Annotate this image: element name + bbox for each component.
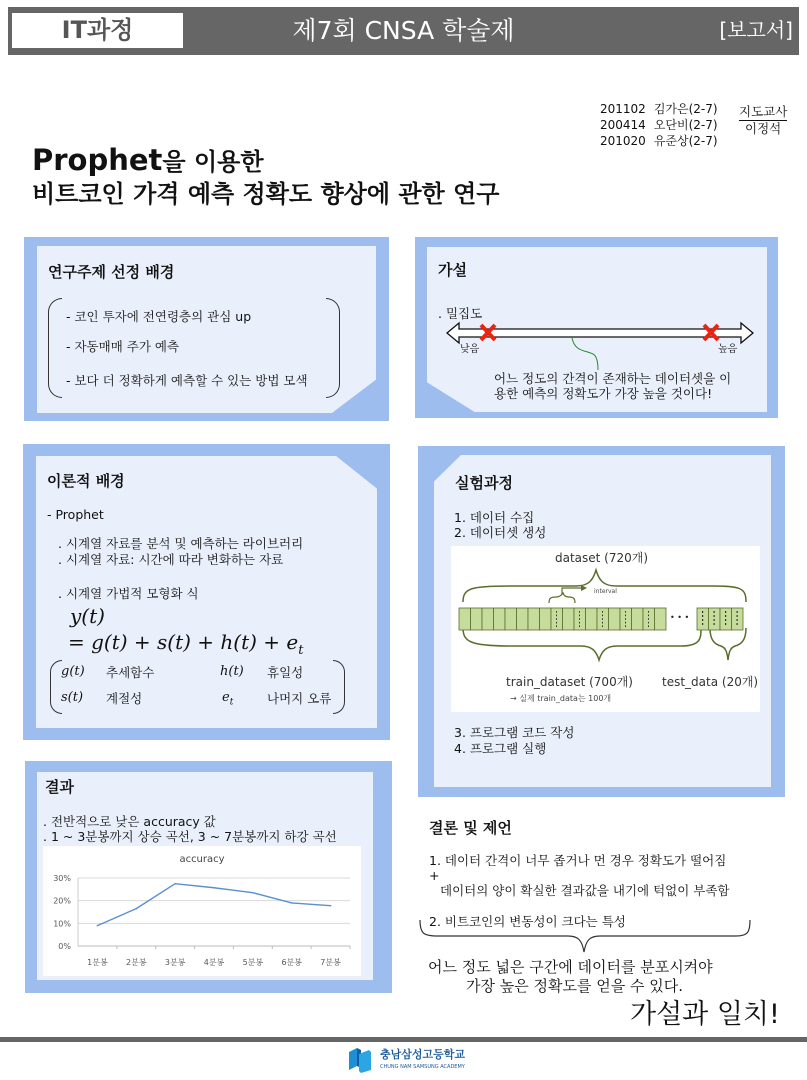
- conclusion-final: 가장 높은 정확도를 얻을 수 있다.: [466, 977, 683, 995]
- x-tick-label: 7분봉: [320, 958, 341, 967]
- cell-mark: [648, 611, 649, 613]
- cell-mark: [556, 611, 557, 613]
- step: 1. 데이터 수집: [454, 510, 535, 525]
- advisor: 지도교사 이정석: [739, 104, 788, 136]
- category-label: IT과정: [12, 13, 183, 48]
- authors: [600, 101, 718, 149]
- conclusion-point: 2. 비트코인의 변동성이 크다는 특성: [429, 914, 626, 929]
- school-name-en: CHUNG NAM SAMSUNG ACADEMY: [380, 1064, 465, 1070]
- cell-mark: [725, 615, 726, 617]
- school-name: 충남삼성고등학교: [380, 1048, 466, 1061]
- cell-mark: [602, 622, 603, 624]
- term-desc: 나머지 오류: [267, 691, 332, 706]
- cell-mark: [556, 625, 557, 627]
- conclusion-heading: 결론 및 제언: [429, 819, 512, 837]
- conclusion-final: 어느 정도 넓은 구간에 데이터를 분포시켜야: [428, 958, 713, 976]
- author: 200414 오단비(2-7): [600, 118, 718, 132]
- background-item: - 코인 투자에 전연령층의 관심 up: [66, 309, 252, 324]
- train-cell: [494, 608, 506, 630]
- cell-mark: [714, 615, 715, 617]
- cell-mark: [714, 611, 715, 613]
- cell-mark: [725, 619, 726, 621]
- train-note: → 실제 train_data는 100개: [510, 694, 612, 703]
- term-symbol: h(t): [220, 664, 244, 679]
- conclusion-plus: +: [429, 868, 440, 883]
- x-tick-label: 4분봉: [203, 958, 225, 967]
- conclusion-brace: [418, 918, 753, 958]
- chart-title: accuracy: [179, 854, 225, 865]
- hypothesis-heading: 가설: [438, 261, 467, 279]
- theory-desc: . 시계열 자료: 시간에 따라 변화하는 자료: [58, 552, 284, 567]
- experiment-heading: 실험과정: [455, 474, 513, 492]
- dataset-label: dataset (720개): [555, 551, 649, 565]
- cell-mark: [579, 611, 580, 613]
- formula-label: . 시계열 가법적 모형화 식: [58, 586, 199, 601]
- theory-desc: . 시계열 자료를 분석 및 예측하는 라이브러리: [58, 536, 304, 551]
- dataset-diagram: [451, 546, 760, 712]
- conclusion-point: 1. 데이터 간격이 너무 좁거나 먼 경우 정확도가 떨어짐: [429, 853, 727, 868]
- cell-mark: [602, 618, 603, 620]
- cell-mark: [625, 622, 626, 624]
- train-label: train_dataset (700개): [506, 675, 633, 689]
- y-tick-label: 30%: [53, 874, 71, 883]
- cell-mark: [648, 622, 649, 624]
- background-heading: 연구주제 선정 배경: [48, 263, 175, 281]
- cell-mark: [602, 625, 603, 627]
- cell-mark: [556, 618, 557, 620]
- cell-mark: [702, 611, 703, 613]
- school-logo-icon: [347, 1046, 373, 1074]
- results-line: . 1 ~ 3분봉까지 상승 곡선, 3 ~ 7분봉까지 하강 곡선: [43, 829, 337, 844]
- train-cell: [505, 608, 517, 630]
- train-cell: [540, 608, 552, 630]
- x-tick-label: 3분봉: [164, 958, 186, 967]
- step: 2. 데이터셋 생성: [454, 525, 547, 540]
- cell-mark: [579, 622, 580, 624]
- author: 201020 유준상(2-7): [600, 134, 718, 148]
- cell-mark: [648, 618, 649, 620]
- doc-type: [보고서]: [719, 18, 793, 42]
- cell-mark: [714, 619, 715, 621]
- train-cell: [609, 608, 621, 630]
- theory-heading: 이론적 배경: [47, 472, 125, 490]
- title-line-1: Prophet을 이용한: [32, 143, 264, 177]
- hypothesis-statement: 어느 정도의 간격이 존재하는 데이터셋을 이: [494, 371, 732, 386]
- x-tick-label: 1분봉: [87, 958, 108, 967]
- cell-mark: [702, 619, 703, 621]
- x-tick-label: 6분봉: [281, 958, 302, 967]
- density-label: . 밀집도: [438, 306, 483, 321]
- cell-mark: [714, 623, 715, 625]
- cell-mark: [556, 622, 557, 624]
- term-symbol: g(t): [61, 664, 85, 679]
- theory-item: - Prophet: [47, 507, 104, 522]
- cell-mark: [602, 615, 603, 617]
- train-cell: [471, 608, 483, 630]
- background-item: - 자동매매 주가 예측: [66, 339, 180, 354]
- term-desc: 추세함수: [106, 665, 155, 680]
- background-item: - 보다 더 정확하게 예측할 수 있는 방법 모색: [66, 373, 308, 388]
- ellipsis: • • •: [670, 613, 690, 622]
- accuracy-line: [97, 884, 330, 926]
- y-tick-label: 10%: [53, 919, 71, 929]
- y-tick-label: 20%: [53, 896, 71, 906]
- step: 3. 프로그램 코드 작성: [454, 725, 575, 740]
- author: 201102 김가은(2-7): [600, 102, 718, 116]
- cell-mark: [579, 615, 580, 617]
- formula-lhs: y(t): [70, 604, 105, 628]
- cell-mark: [648, 615, 649, 617]
- step: 4. 프로그램 실행: [454, 741, 547, 756]
- results-heading: 결과: [45, 778, 74, 796]
- cell-mark: [625, 615, 626, 617]
- x-tick-label: 2분봉: [126, 958, 147, 967]
- cell-mark: [702, 615, 703, 617]
- interval-label: interval: [594, 588, 617, 595]
- y-tick-label: 0%: [58, 942, 71, 951]
- density-axis: [445, 320, 755, 370]
- results-line: . 전반적으로 낮은 accuracy 값: [43, 814, 216, 829]
- cell-mark: [737, 623, 738, 625]
- train-cell: [563, 608, 575, 630]
- cell-mark: [737, 611, 738, 613]
- accuracy-chart: [43, 846, 361, 976]
- train-cell: [655, 608, 667, 630]
- train-cell: [459, 608, 471, 630]
- train-cell: [528, 608, 540, 630]
- train-cell: [517, 608, 529, 630]
- conclusion-point: 데이터의 양이 확실한 결과값을 내기에 턱없이 부족함: [440, 883, 730, 898]
- test-label: test_data (20개): [662, 675, 759, 689]
- train-cell: [632, 608, 644, 630]
- cell-mark: [625, 625, 626, 627]
- footer-bar: [0, 1037, 807, 1042]
- term-desc: 계절성: [106, 691, 143, 706]
- cell-mark: [602, 611, 603, 613]
- term-desc: 휴일성: [267, 665, 304, 680]
- title-line-2: 비트코인 가격 예측 정확도 향상에 관한 연구: [32, 180, 500, 208]
- cell-mark: [725, 611, 726, 613]
- cell-mark: [556, 615, 557, 617]
- low-label: 낮음: [460, 344, 480, 355]
- cell-mark: [737, 615, 738, 617]
- cell-mark: [579, 625, 580, 627]
- x-tick-label: 5분봉: [242, 958, 264, 967]
- cell-mark: [625, 611, 626, 613]
- train-cell: [586, 608, 598, 630]
- formula-rhs: = $g(t) + s(t) + h(t) + e_t$: [68, 630, 304, 658]
- high-label: 높음: [718, 344, 738, 355]
- festival-title: 제7회 CNSA 학술제: [292, 16, 515, 45]
- cell-mark: [725, 623, 726, 625]
- term-symbol: $e_t$: [222, 690, 234, 708]
- train-cell: [482, 608, 494, 630]
- cell-mark: [625, 618, 626, 620]
- term-symbol: s(t): [61, 690, 84, 705]
- cell-mark: [702, 623, 703, 625]
- cell-mark: [737, 619, 738, 621]
- cell-mark: [579, 618, 580, 620]
- verdict: 가설과 일치!: [630, 999, 780, 1030]
- hypothesis-statement: 용한 예측의 정확도가 가장 높을 것이다!: [494, 386, 713, 401]
- cell-mark: [648, 625, 649, 627]
